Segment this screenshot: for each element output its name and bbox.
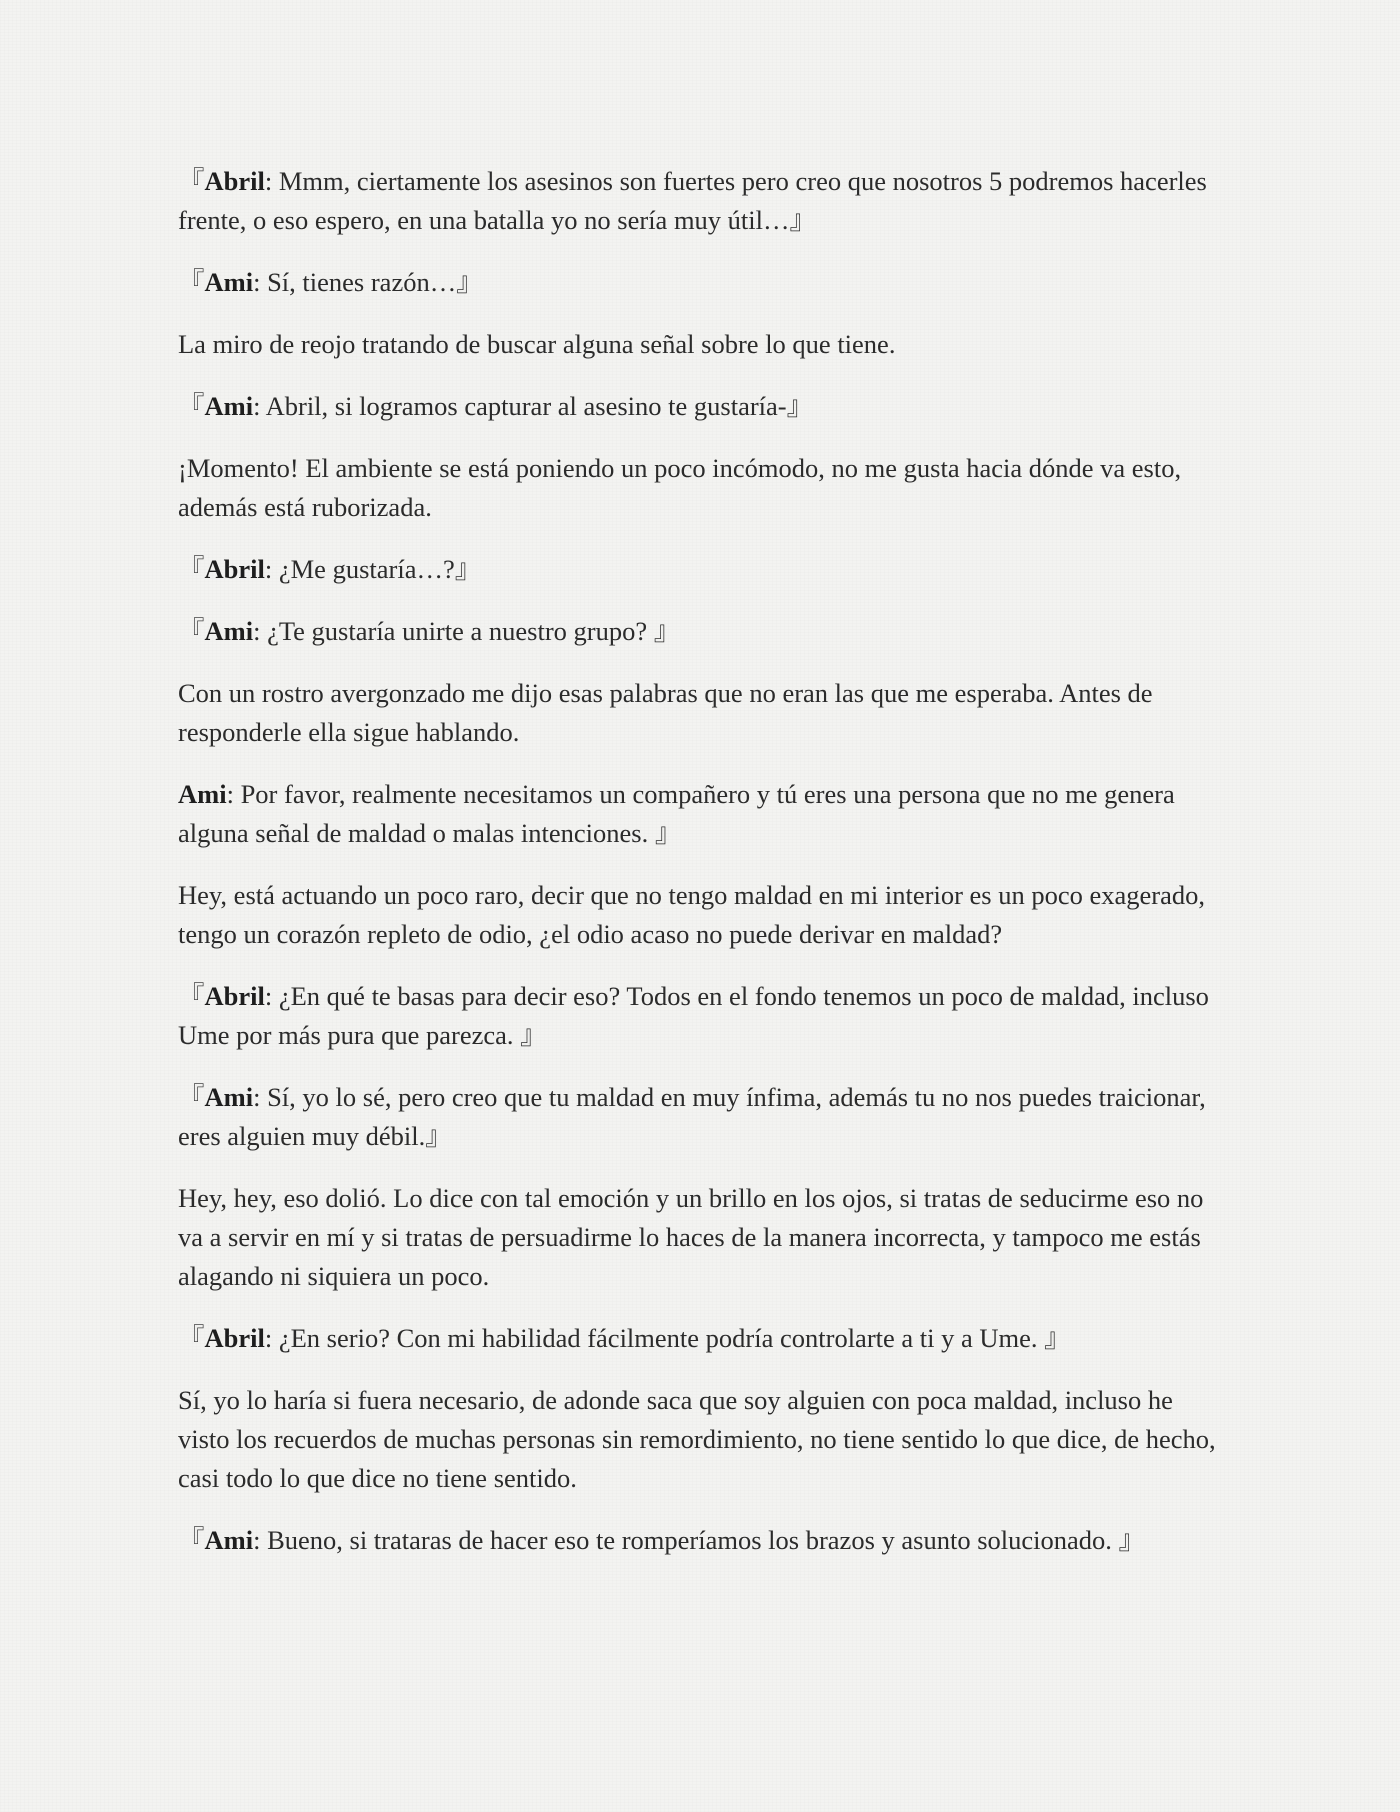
- narration-text: Con un rostro avergonzado me dijo esas palabras que no eran las que me esperaba. Antes de responderle ella sigue hablando.: [178, 678, 1153, 747]
- speaker-name: Ami: [204, 267, 254, 297]
- narration-paragraph: [178, 325, 1228, 364]
- dialogue-paragraph: [178, 1319, 1228, 1358]
- opening-quote-mark: 『: [178, 1082, 205, 1112]
- dialogue-text: : Sí, tienes razón…』: [253, 267, 483, 297]
- dialogue-paragraph: [178, 550, 1228, 589]
- narration-paragraph: [178, 1381, 1228, 1498]
- speaker-name: Abril: [204, 981, 265, 1011]
- dialogue-text: : ¿En qué te basas para decir eso? Todos en el fondo tenemos un poco de maldad, incluso Ume por más pura que parezca. 』: [178, 981, 1209, 1050]
- opening-quote-mark: 『: [178, 391, 205, 421]
- dialogue-text: : Por favor, realmente necesitamos un compañero y tú eres una persona que no me genera alguna señal de maldad o malas intenciones. 』: [178, 779, 1175, 848]
- dialogue-paragraph: [178, 387, 1228, 426]
- speaker-name: Ami: [204, 1082, 254, 1112]
- dialogue-text: : Sí, yo lo sé, pero creo que tu maldad en muy ínfima, además tu no nos puedes traicionar, eres alguien muy débil.』: [178, 1082, 1206, 1151]
- narration-text: Sí, yo lo haría si fuera necesario, de adonde saca que soy alguien con poca maldad, incluso he visto los recuerdos de muchas personas sin remordimiento, no tiene sentido lo que dice, de hecho, casi todo lo que dice no tiene sentido.: [178, 1385, 1216, 1493]
- opening-quote-mark: 『: [178, 981, 205, 1011]
- dialogue-text: : ¿Te gustaría unirte a nuestro grupo? 』: [253, 616, 681, 646]
- opening-quote-mark: 『: [178, 616, 205, 646]
- dialogue-text: : ¿En serio? Con mi habilidad fácilmente podría controlarte a ti y a Ume. 』: [264, 1323, 1071, 1353]
- narration-text: ¡Momento! El ambiente se está poniendo un poco incómodo, no me gusta hacia dónde va esto, además está ruborizada.: [178, 453, 1182, 522]
- opening-quote-mark: 『: [178, 166, 205, 196]
- dialogue-paragraph: [178, 1078, 1228, 1156]
- text-body: [178, 162, 1228, 1583]
- narration-paragraph: [178, 876, 1228, 954]
- opening-quote-mark: 『: [178, 1323, 205, 1353]
- dialogue-text: : Abril, si logramos capturar al asesino te gustaría-』: [253, 391, 814, 421]
- dialogue-text: : ¿Me gustaría…?』: [264, 554, 482, 584]
- speaker-name: Ami: [204, 616, 254, 646]
- speaker-name: Ami: [204, 1525, 254, 1555]
- narration-text: La miro de reojo tratando de buscar alguna señal sobre lo que tiene.: [178, 329, 896, 359]
- opening-quote-mark: 『: [178, 267, 205, 297]
- dialogue-paragraph: [178, 977, 1228, 1055]
- dialogue-paragraph: [178, 612, 1228, 651]
- speaker-name: Abril: [204, 166, 265, 196]
- dialogue-text: : Bueno, si trataras de hacer eso te romperíamos los brazos y asunto solucionado. 』: [253, 1525, 1146, 1555]
- speaker-name: Ami: [204, 391, 254, 421]
- opening-quote-mark: 『: [178, 554, 205, 584]
- dialogue-paragraph: [178, 162, 1228, 240]
- narration-paragraph: [178, 449, 1228, 527]
- speaker-name: Abril: [204, 1323, 265, 1353]
- narration-paragraph: [178, 674, 1228, 752]
- dialogue-text: : Mmm, ciertamente los asesinos son fuertes pero creo que nosotros 5 podremos hacerles frente, o eso espero, en una batalla yo no sería muy útil…』: [178, 166, 1207, 235]
- dialogue-paragraph: [178, 775, 1228, 853]
- narration-text: Hey, hey, eso dolió. Lo dice con tal emoción y un brillo en los ojos, si tratas de seducirme eso no va a servir en mí y si tratas de persuadirme lo haces de la manera incorrecta, y tampoco me estás alagando ni siquiera un poco.: [178, 1183, 1204, 1291]
- opening-quote-mark: 『: [178, 1525, 205, 1555]
- speaker-name: Ami: [178, 779, 227, 809]
- speaker-name: Abril: [204, 554, 265, 584]
- narration-text: Hey, está actuando un poco raro, decir que no tengo maldad en mi interior es un poco exagerado, tengo un corazón repleto de odio, ¿el odio acaso no puede derivar en maldad?: [178, 880, 1205, 949]
- dialogue-paragraph: [178, 1521, 1228, 1560]
- narration-paragraph: [178, 1179, 1228, 1296]
- dialogue-paragraph: [178, 263, 1228, 302]
